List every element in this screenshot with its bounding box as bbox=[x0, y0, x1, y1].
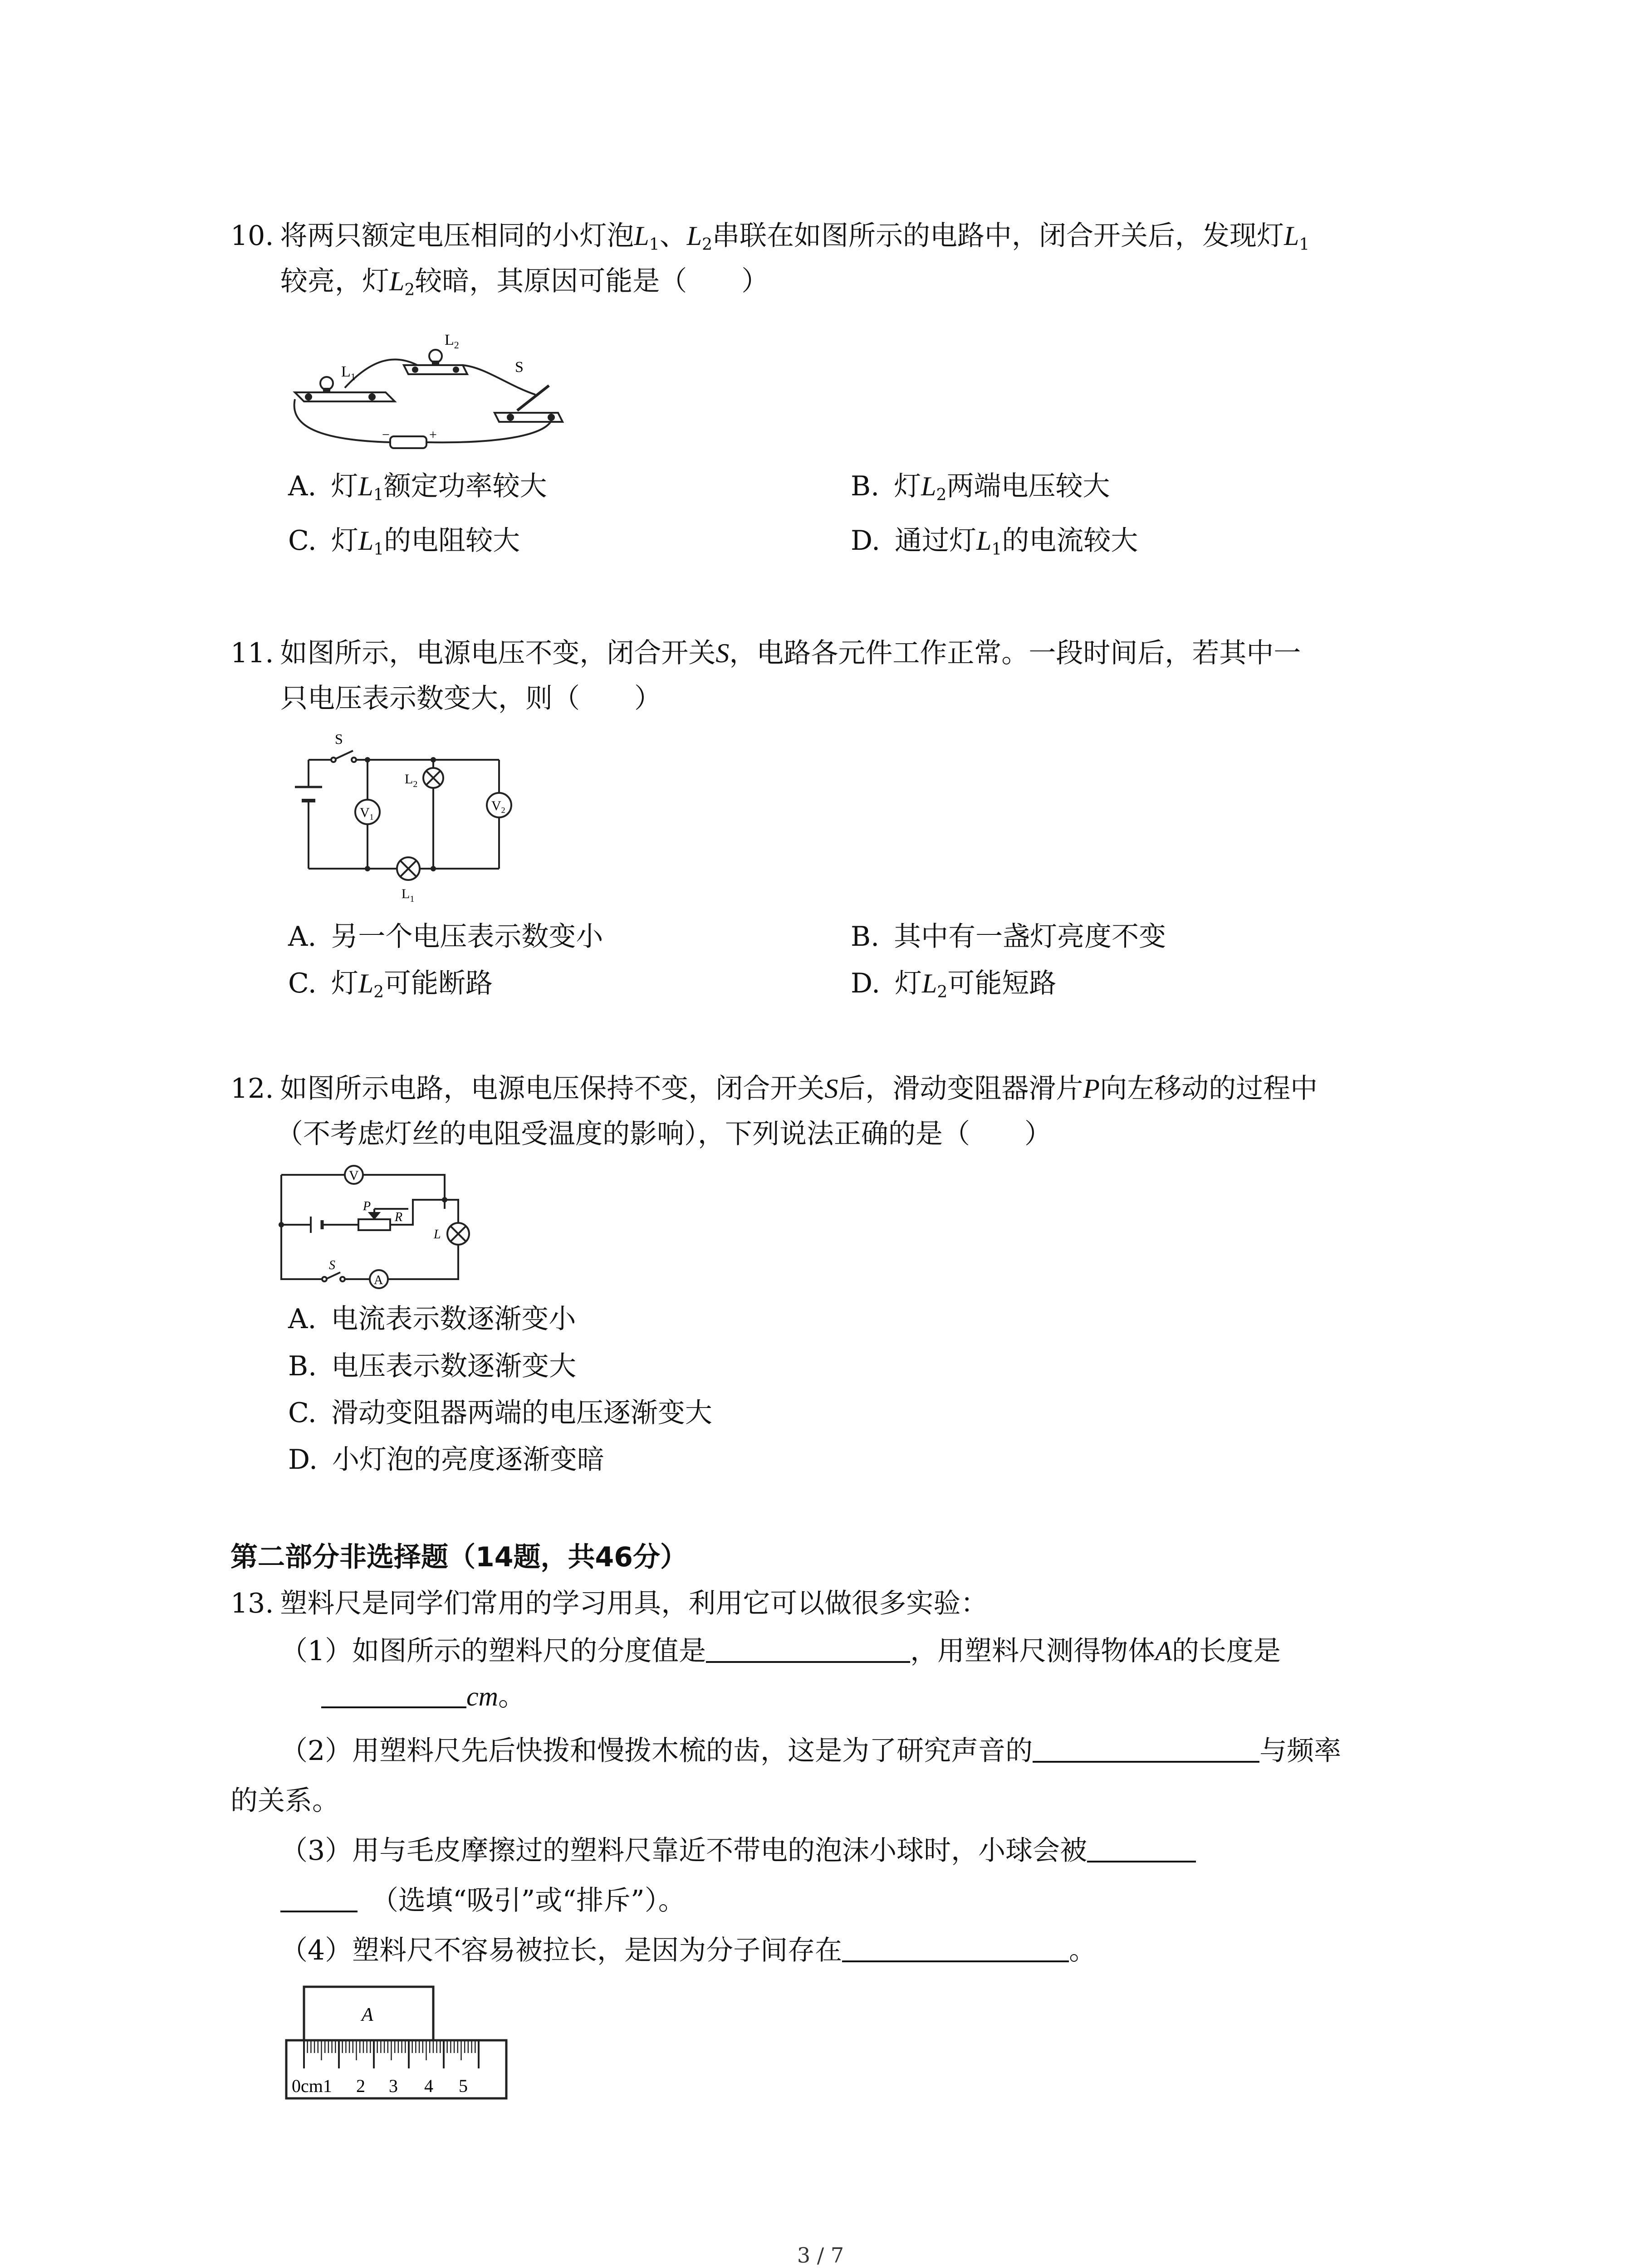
q10-option-d[interactable]: D. 通过灯$L_1$的电流较大 bbox=[851, 525, 1138, 559]
q13-object-a-label: A bbox=[362, 2004, 373, 2025]
q13-part-3-line2: （选填“吸引”或“排斥”）。 bbox=[280, 1882, 686, 1919]
ruler-tick-label: 0cm1 bbox=[292, 2076, 332, 2096]
q13-ruler-figure bbox=[284, 1982, 510, 2102]
q11-fig-label-V1: $V_1$ bbox=[360, 805, 374, 821]
q11-fig-label-V2: $V_2$ bbox=[491, 798, 505, 815]
ruler-tick-label: 5 bbox=[459, 2076, 468, 2096]
question-10-stem: 10. 将两只额定电压相同的小灯泡$L_1$、$L_2$串联在如图所示的电路中，闭合开关后，发现灯$L_1$ bbox=[230, 220, 1310, 254]
q13-part-1: （1）如图所示的塑料尺的分度值是 ，用塑料尺测得物体A的长度是 bbox=[280, 1633, 1281, 1669]
question-12 bbox=[230, 1066, 1455, 1157]
question-11-stem-line2: 只电压表示数变大，则（ ） bbox=[280, 683, 661, 714]
q11-option-c[interactable]: C. 灯$L_2$可能断路 bbox=[288, 968, 493, 1002]
q13-blank-sound-property[interactable] bbox=[1033, 1734, 1259, 1763]
q11-option-d[interactable]: D. 灯$L_2$可能短路 bbox=[851, 968, 1057, 1002]
question-12-stem-line2: （不考虑灯丝的电阻受温度的影响），下列说法正确的是（ ） bbox=[276, 1118, 1052, 1150]
q10-option-c[interactable]: C. 灯$L_1$的电阻较大 bbox=[288, 525, 520, 559]
question-11 bbox=[230, 631, 1455, 721]
question-13-stem: 13. 塑料尺是同学们常用的学习用具，利用它可以做很多实验： bbox=[230, 1588, 988, 1619]
q11-option-b[interactable]: B. 其中有一盏灯亮度不变 bbox=[851, 921, 1166, 953]
q12-fig-label-L: L bbox=[434, 1227, 441, 1242]
q11-circuit-figure bbox=[286, 733, 522, 914]
q10-option-a[interactable]: A. 灯$L_1$额定功率较大 bbox=[288, 470, 547, 504]
q13-blank-division-value[interactable] bbox=[706, 1634, 910, 1663]
q12-circuit-figure bbox=[272, 1166, 472, 1288]
q10-fig-label-minus: − bbox=[382, 427, 390, 442]
q13-part-3: （3）用与毛皮摩擦过的塑料尺靠近不带电的泡沫小球时，小球会被 bbox=[280, 1833, 1196, 1869]
q10-option-b[interactable]: B. 灯$L_2$两端电压较大 bbox=[851, 470, 1110, 504]
q12-fig-label-A: A bbox=[374, 1273, 383, 1287]
q13-blank-attract-repel[interactable] bbox=[1087, 1833, 1196, 1862]
q12-option-a[interactable]: A. 电流表示数逐渐变小 bbox=[288, 1303, 576, 1335]
ruler-tick-label: 4 bbox=[424, 2076, 433, 2096]
q10-circuit-figure bbox=[281, 318, 581, 454]
q11-fig-label-L1: $L_1$ bbox=[402, 886, 415, 904]
q12-fig-label-R: R bbox=[395, 1210, 403, 1224]
q12-option-d[interactable]: D. 小灯泡的亮度逐渐变暗 bbox=[288, 1444, 605, 1476]
q11-fig-label-S: S bbox=[335, 731, 343, 747]
q12-option-b[interactable]: B. 电压表示数逐渐变大 bbox=[288, 1350, 577, 1382]
section-2-title: 第二部分非选择题（14题，共46分） bbox=[230, 1541, 687, 1573]
q11-fig-label-L2: $L_2$ bbox=[405, 772, 418, 789]
q10-fig-label-L1: $L_1$ bbox=[341, 363, 356, 382]
q12-fig-label-V: V bbox=[349, 1168, 359, 1183]
question-10-stem-line2: 较亮，灯$L_2$较暗，其原因可能是（ ） bbox=[280, 265, 769, 299]
q13-part-2-line2: 的关系。 bbox=[230, 1785, 339, 1817]
question-12-stem: 12. 如图所示电路，电源电压保持不变，闭合开关S后，滑动变阻器滑片P向左移动的过程中 bbox=[230, 1073, 1318, 1105]
q13-part-1-line2: cm。 bbox=[321, 1678, 525, 1715]
q10-fig-label-S: S bbox=[515, 359, 524, 376]
ruler-tick-label: 3 bbox=[389, 2076, 398, 2096]
q10-fig-label-plus: + bbox=[429, 427, 437, 442]
question-10 bbox=[230, 213, 1455, 304]
q13-part-4: （4）塑料尺不容易被拉长，是因为分子间存在 。 bbox=[280, 1932, 1096, 1969]
q13-blank-attract-repel-cont[interactable] bbox=[280, 1883, 358, 1912]
q12-fig-label-P: P bbox=[363, 1199, 371, 1213]
page-number: 3 / 7 bbox=[797, 2243, 844, 2268]
q13-blank-length[interactable] bbox=[321, 1679, 466, 1708]
question-11-stem: 11. 如图所示，电源电压不变，闭合开关S，电路各元件工作正常。一段时间后，若其中一 bbox=[230, 637, 1301, 669]
q12-fig-label-S: S bbox=[329, 1258, 335, 1272]
q11-option-a[interactable]: A. 另一个电压表示数变小 bbox=[288, 921, 603, 953]
q13-blank-molecular-force[interactable] bbox=[842, 1933, 1069, 1962]
q12-option-c[interactable]: C. 滑动变阻器两端的电压逐渐变大 bbox=[288, 1397, 712, 1429]
ruler-tick-label: 2 bbox=[356, 2076, 365, 2096]
q13-part-2: （2）用塑料尺先后快拨和慢拨木梳的齿，这是为了研究声音的 与频率 bbox=[280, 1733, 1341, 1769]
q10-fig-label-L2: $L_2$ bbox=[445, 332, 459, 351]
